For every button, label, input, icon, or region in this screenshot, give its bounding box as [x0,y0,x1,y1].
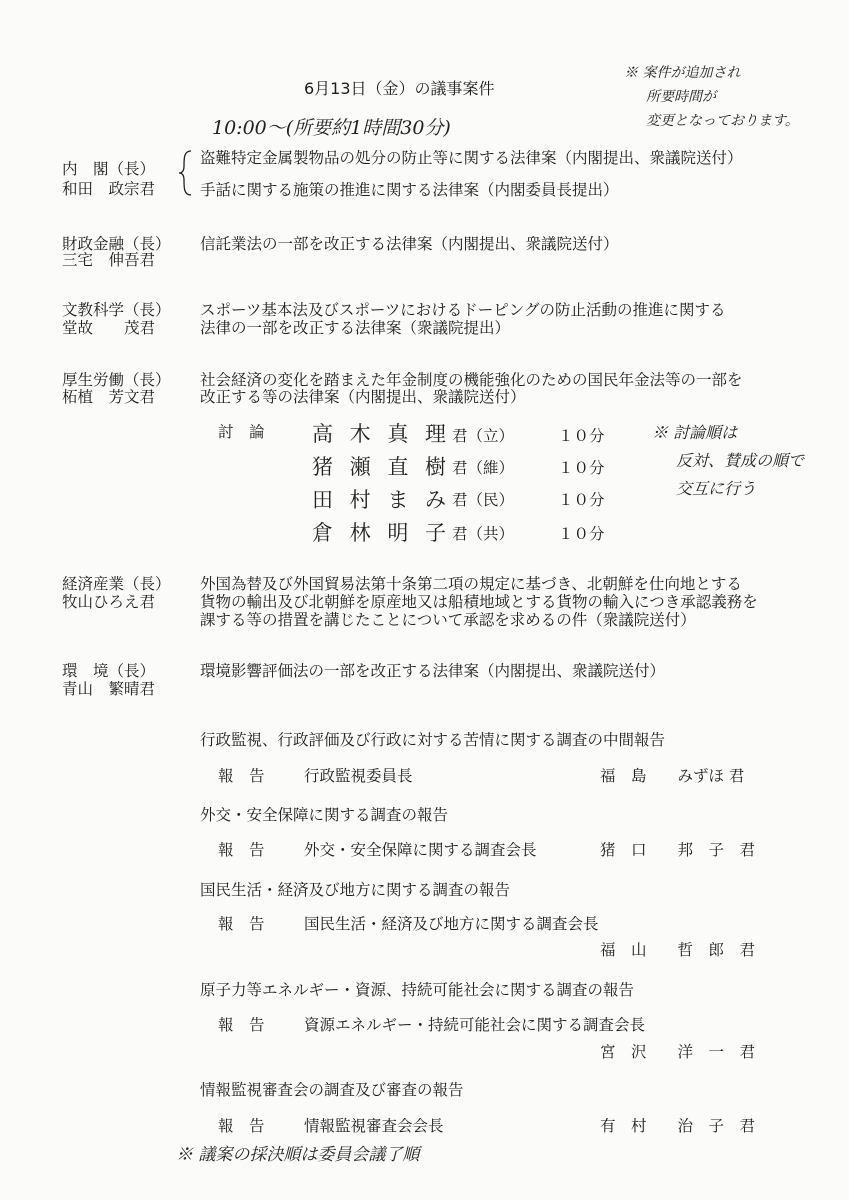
committee-chair: 堂故 茂君 [62,319,156,337]
handwritten-note-line: ※ 討論順は [652,423,738,442]
bill-title: 課する等の措置を講じたことについて承認を求めるの件（衆議院送付） [200,611,696,629]
report-title: 外交・安全保障に関する調査の報告 [200,806,449,824]
committee-chair: 和田 政宗君 [62,180,156,198]
debate-speaker-name: 倉 林 明 子 [312,521,452,545]
debate-speaker-name: 猪 瀬 直 樹 [312,455,452,479]
bill-title: 信託業法の一部を改正する法律案（内閣提出、衆議院送付） [200,235,619,253]
bill-title: 環境影響評価法の一部を改正する法律案（内閣提出、衆議院送付） [200,662,666,680]
report-reporter-role: 外交・安全保障に関する調査会長 [304,841,537,859]
report-label: 報 告 [218,841,265,859]
report-reporter-name: 福 島 みずほ 君 [600,767,745,785]
page-title: 6月13日（金）の議事案件 [304,79,495,98]
report-reporter-name: 猪 口 邦 子 君 [600,841,756,859]
report-title: 国民生活・経済及び地方に関する調査の報告 [200,881,511,899]
committee-name: 経済産業（長） [62,575,171,593]
report-reporter-role: 国民生活・経済及び地方に関する調査会長 [304,915,599,933]
handwritten-footer-note: ※ 議案の採決順は委員会議了順 [176,1145,420,1165]
debate-speaker-suffix: 君（民） [452,491,515,509]
committee-chair: 牧山ひろえ君 [62,593,156,611]
brace-icon [178,150,192,196]
report-reporter-name: 福 山 哲 郎 君 [600,941,756,959]
handwritten-note-line: ※ 案件が追加され [624,65,741,81]
debate-speaker-time: １０分 [558,459,605,477]
bill-title: 手話に関する施策の推進に関する法律案（内閣委員長提出） [200,181,619,199]
debate-speaker-time: １０分 [558,491,605,509]
report-title: 行政監視、行政評価及び行政に対する苦情に関する調査の中間報告 [200,731,666,749]
report-reporter-role: 資源エネルギー・持続可能社会に関する調査会長 [304,1016,646,1034]
report-label: 報 告 [218,767,265,785]
debate-speaker-suffix: 君（共） [452,525,515,543]
handwritten-note-line: 反対、賛成の順で [676,451,805,470]
bill-title: 貨物の輸出及び北朝鮮を原産地又は船積地域とする貨物の輸入につき承認義務を [200,593,758,611]
report-title: 情報監視審査会の調査及び審査の報告 [200,1081,464,1099]
bill-title: 社会経済の変化を踏まえた年金制度の機能強化のための国民年金法等の一部を [200,371,743,389]
committee-name: 内 閣（長） [62,160,156,178]
report-label: 報 告 [218,1016,265,1034]
report-reporter-name: 宮 沢 洋 一 君 [600,1043,756,1061]
debate-speaker-suffix: 君（立） [452,427,515,445]
debate-speaker-suffix: 君（維） [452,459,515,477]
debate-label: 討 論 [218,423,265,441]
debate-speaker-name: 田 村 ま み [312,488,452,512]
bill-title: 法律の一部を改正する法律案（衆議院提出） [200,319,511,337]
committee-name: 環 境（長） [62,662,156,680]
report-reporter-role: 行政監視委員長 [304,767,413,785]
committee-chair: 青山 繁晴君 [62,680,156,698]
report-reporter-name: 有 村 治 子 君 [600,1117,756,1135]
handwritten-note-line: 所要時間が [646,89,716,105]
handwritten-note-line: 変更となっております。 [646,113,799,129]
bill-title: 盗難特定金属製物品の処分の防止等に関する法律案（内閣提出、衆議院送付） [200,149,743,167]
report-label: 報 告 [218,1117,265,1135]
handwritten-note-line: 交互に行う [676,479,757,498]
bill-title: 改正する等の法律案（内閣提出、衆議院送付） [200,388,526,406]
committee-chair: 柘植 芳文君 [62,388,156,406]
bill-title: 外国為替及び外国貿易法第十条第二項の規定に基づき、北朝鮮を仕向地とする [200,575,742,593]
debate-speaker-time: １０分 [558,525,605,543]
session-time: 10:00～(所要約1時間30分) [212,117,451,139]
report-title: 原子力等エネルギー・資源、持続可能社会に関する調査の報告 [200,981,635,999]
report-label: 報 告 [218,915,265,933]
debate-speaker-time: １０分 [558,427,605,445]
report-reporter-role: 情報監視審査会会長 [304,1117,444,1135]
committee-name: 文教科学（長） [62,301,171,319]
debate-speaker-name: 高 木 真 理 [312,422,452,446]
committee-name: 厚生労働（長） [62,371,171,389]
committee-chair: 三宅 伸吾君 [62,251,156,269]
bill-title: スポーツ基本法及びスポーツにおけるドーピングの防止活動の推進に関する [200,301,726,319]
committee-name: 財政金融（長） [62,235,171,253]
